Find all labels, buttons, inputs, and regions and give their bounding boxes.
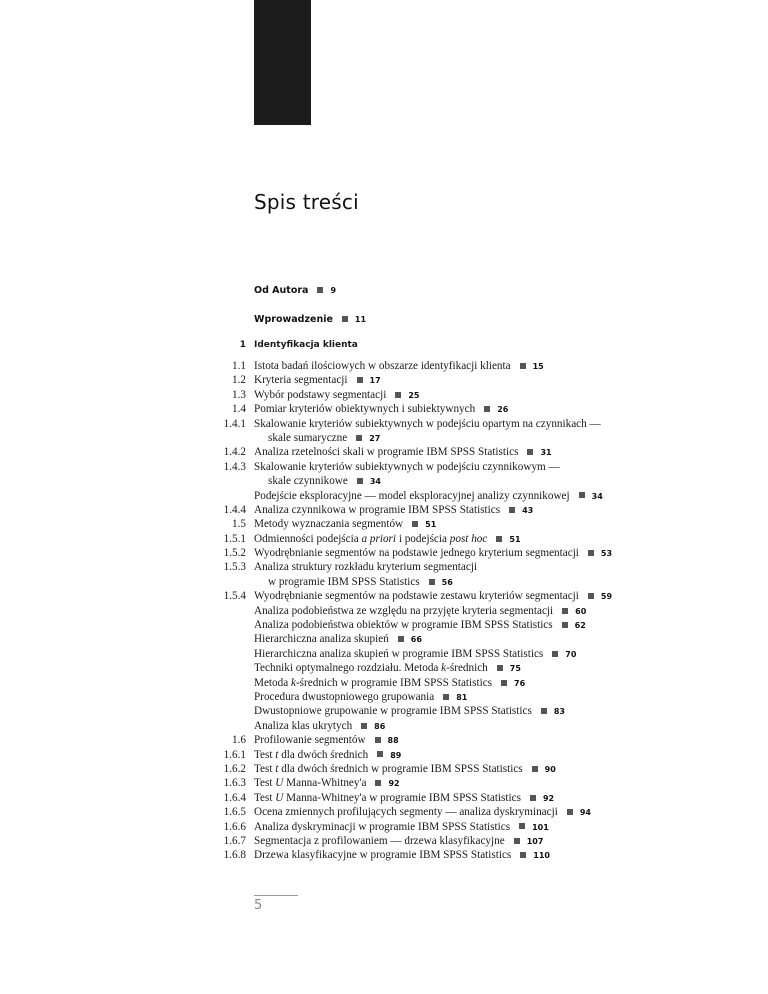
toc-entry-title [254,733,399,748]
toc-entry-number: 1.4.2 [223,446,246,459]
toc-entry-title [254,748,401,763]
toc-entry [0,848,768,862]
toc-entry-page: 17 [369,376,381,386]
toc-entry-title-part: Ocena zmiennych profilujących segmenty — analiza dyskryminacji [254,806,558,819]
square-bullet-icon [484,406,490,412]
toc-entry-page: 25 [408,390,420,400]
toc-entry-page: 51 [425,520,437,530]
toc-entry [0,704,768,718]
toc-entry-page: 34 [369,477,381,487]
square-bullet-icon [377,751,383,757]
toc-entry-page: 56 [441,577,453,587]
toc-entry-number: 1.6.1 [223,748,246,761]
toc-entry [0,546,768,560]
square-bullet-icon [501,680,507,686]
toc-entry-title-part: t [275,748,279,761]
toc-entry-page: 27 [369,433,381,443]
square-bullet-icon [429,579,435,585]
toc-entry-title-part: Analiza rzetelności skali w programie IBM SPSS Statistics [254,446,519,459]
toc-entry-page: 81 [456,692,468,702]
toc-entry-page: 43 [522,505,534,515]
toc-entry-number: 1.6.6 [223,820,246,833]
toc-entry-number: 1.6.7 [223,834,246,847]
toc-entry [0,690,768,704]
toc-entry [0,762,768,776]
toc-entry-title [254,719,385,734]
toc-entry-title-part: dla dwóch średnich w programie IBM SPSS Statistics [278,762,523,775]
toc-entry [0,748,768,762]
square-bullet-icon [357,478,363,484]
page-title: Spis treści [254,190,359,214]
toc-entry [0,517,768,531]
square-bullet-icon [588,593,594,599]
square-bullet-icon [514,838,520,844]
toc-entry-title-part: Segmentacja z profilowaniem — drzewa klasyfikacyjne [254,834,505,847]
toc-entry-title [254,460,560,474]
toc-entry-page: 53 [600,549,613,559]
square-bullet-icon [356,435,362,441]
toc-entry-title-part: Drzewa klasyfikacyjne w programie IBM SPSS Statistics [254,849,512,862]
square-bullet-icon [443,694,449,700]
toc-entry-title-part: skale sumaryczne [268,431,348,444]
toc-entry-title [268,431,380,446]
toc-entry [0,647,768,661]
square-bullet-icon [532,766,538,772]
toc-entry [0,359,768,373]
toc-entry-title [254,445,552,460]
toc-entry [0,373,768,387]
toc-entry [0,733,768,747]
toc-entry-number: 1.4.1 [223,417,246,430]
toc-entry-title [254,517,436,532]
toc-entry-title [254,848,550,863]
toc-entry-number: 1.4.3 [223,460,246,473]
toc-entry [0,445,768,459]
toc-entry-number: 1.5 [232,518,246,531]
toc-entry-number: 1.6.4 [223,791,246,804]
toc-entry-title-part: Wyodrębnianie segmentów na podstawie jednego kryterium segmentacji [254,547,579,560]
toc-entry-title [254,632,422,647]
toc-entry-number: 1.6 [232,734,246,747]
toc-entry-number: 1.5.2 [223,547,246,560]
toc-entry [0,489,768,503]
toc-entry-title [254,820,549,835]
toc-entry-title-part: Analiza struktury rozkładu kryterium segmentacji [254,561,478,574]
toc-entry-title [254,834,543,849]
toc-entry [0,460,768,474]
toc-entry-number: 1.5.1 [223,532,246,545]
toc-entry-page: 70 [565,649,577,659]
toc-entry-title-part: Profilowanie segmentów [254,734,366,747]
page-number: 5 [254,898,263,913]
toc-entry-title-part: Analiza czynnikowa w programie IBM SPSS Statistics [254,503,501,516]
toc-entry-title: Od Autora [254,285,309,296]
toc-entry-title-part: a priori [361,532,397,545]
toc-entry-title [254,604,586,619]
toc-entry-title-part: t [275,762,279,775]
toc-entry-title [254,661,521,676]
toc-entry-title-part: k [441,662,447,675]
square-bullet-icon [552,651,558,657]
toc-entry-title-part: -średnich w programie IBM SPSS Statistics [295,676,493,689]
toc-entry-title [254,388,419,403]
toc-entry-title [254,546,612,561]
toc-entry-number: 1.5.3 [223,561,246,574]
toc-entry-title [254,489,603,504]
square-bullet-icon [361,723,367,729]
square-bullet-icon [497,665,503,671]
toc-entry-title-part: Manna-Whitney'a [283,777,367,790]
toc-entry-page: 88 [387,736,399,746]
toc-entry-title-part: Kryteria segmentacji [254,374,348,387]
toc-entry-title-part: Wybór podstawy segmentacji [254,388,387,401]
square-bullet-icon [375,780,381,786]
square-bullet-icon [496,536,502,542]
toc-entry-title-part: Manna-Whitney'a w programie IBM SPSS Statistics [283,791,521,804]
square-bullet-icon [395,392,401,398]
toc-entry-page: 86 [374,721,386,731]
toc-entry [0,560,768,574]
toc-entry-title [254,618,586,633]
toc-entry-number: 1.6.5 [223,806,246,819]
toc-entry-title-part: post hoc [449,532,488,545]
square-bullet-icon [567,809,573,815]
toc-entry-title-part: Analiza podobieństwa ze względu na przyjęte kryteria segmentacji [254,604,554,617]
toc-entry-title [254,704,565,719]
toc-entry-title [254,791,554,806]
square-bullet-icon [520,852,526,858]
toc-entry-page: 66 [410,635,422,645]
toc-entry-page: 76 [514,678,526,688]
toc-entry-page: 75 [509,664,521,674]
toc-entry-continuation [0,575,768,589]
toc-entry [0,589,768,603]
toc-entry-title-part: w programie IBM SPSS Statistics [268,575,420,588]
toc-entry [0,791,768,805]
toc-entry-title-part: Podejście eksploracyjne — model eksploracyjnej analizy czynnikowej [254,489,570,502]
toc-entry-title [254,373,381,388]
toc-entry-title [254,776,400,791]
toc-entry-number: 1.6.3 [223,777,246,790]
toc-entry-number: 1.1 [232,360,246,372]
toc-entry-title-part: -średnich [446,662,488,675]
square-bullet-icon [375,737,381,743]
toc-entry [0,820,768,834]
toc-entry-title [268,474,381,489]
footer-rule [254,895,298,896]
toc-entry-title-part: Techniki optymalnego rozdziału. Metoda [254,662,442,675]
toc-entry [0,834,768,848]
chapter-number: 1 [239,340,246,350]
toc-entry-title-part: dla dwóch średnich [278,748,369,761]
toc-entry [0,388,768,402]
toc-entry-number: 1.4.4 [223,503,246,516]
square-bullet-icon [519,823,525,829]
toc-entry-title [268,575,453,590]
toc-entry [0,503,768,517]
square-bullet-icon [527,449,533,455]
toc-entry-title-part: Test [254,777,276,790]
toc-entry [0,661,768,675]
toc-entry-page: 60 [575,606,587,616]
square-bullet-icon [317,287,323,293]
toc-entry-number: 1.6.8 [223,849,246,862]
square-bullet-icon [562,622,568,628]
square-bullet-icon [509,507,515,513]
toc-entry-title-part: Test [254,748,276,761]
toc-entry-title-part: Istota badań ilościowych w obszarze identyfikacji klienta [254,360,511,372]
toc-entry [0,417,768,431]
toc-entry-page: 101 [532,822,549,832]
toc-entry-title-part: Odmienności podejścia [254,532,362,545]
toc-entry-list [0,359,768,863]
toc-entry-page: 34 [591,491,603,501]
toc-entry-page: 51 [509,534,521,544]
toc-entry-page: 89 [390,750,402,760]
toc-entry-title [254,503,533,518]
toc-entry [0,676,768,690]
square-bullet-icon [412,521,418,527]
toc-entry [0,604,768,618]
toc-entry [0,805,768,819]
toc-entry [0,532,768,546]
toc-entry-title [254,417,601,431]
toc-entry [0,402,768,416]
toc-front-entry [254,314,366,325]
toc-entry-title [254,805,591,820]
square-bullet-icon [562,608,568,614]
toc-entry-title-part: i podejścia [396,532,450,545]
toc-entry-page: 92 [388,779,400,789]
chapter-heading [0,340,768,352]
toc-entry-continuation [0,474,768,488]
square-bullet-icon [398,636,404,642]
toc-entry-title [254,402,508,417]
toc-entry-number: 1.5.4 [223,590,246,603]
toc-entry [0,719,768,733]
toc-entry-title: Wprowadzenie [254,314,333,325]
toc-entry-page: 110 [533,851,550,861]
square-bullet-icon [579,492,585,498]
toc-entry-page: 90 [544,764,556,774]
toc-entry [0,776,768,790]
toc-entry-title-part: Metoda [254,676,291,689]
toc-entry-number: 1.2 [232,374,246,387]
toc-entry-page: 31 [540,448,552,458]
toc-entry-title-part: Analiza podobieństwa obiektów w programie IBM SPSS Statistics [254,619,553,632]
toc-entry-title-part: Dwustopniowe grupowanie w programie IBM SPSS Statistics [254,705,532,718]
toc-entry-number: 1.4 [232,403,246,416]
toc-entry-title-part: Hierarchiczna analiza skupień w programie IBM SPSS Statistics [254,647,544,660]
toc-entry-title-part: Procedura dwustopniowego grupowania [254,690,435,703]
toc-entry-title-part: skale czynnikowe [268,475,348,488]
toc-entry-title [254,762,556,777]
toc-entry-title [254,532,521,547]
toc-entry-title-part: Test [254,791,276,804]
toc-entry-title [254,560,477,574]
chapter-title: Identyfikacja klienta [254,340,358,350]
toc-front-entry [254,285,336,296]
toc-entry-title [254,589,612,604]
toc-entry-title [254,647,576,662]
toc-entry-title-part: U [275,791,284,804]
toc-entry-title-part: Metody wyznaczania segmentów [254,518,404,531]
square-bullet-icon [342,316,348,322]
toc-entry-page: 59 [600,592,613,602]
toc-entry-page: 62 [574,621,586,631]
toc-entry-title [254,676,525,691]
toc-entry-title-part: Hierarchiczna analiza skupień [254,633,389,646]
toc-entry-title-part: Skalowanie kryteriów subiektywnych w podejściu czynnikowym — [254,460,560,473]
toc-entry-page: 92 [542,793,555,803]
toc-entry-number: 1.3 [232,388,246,401]
toc-entry-title [254,690,467,705]
toc-entry-page: 26 [497,405,509,415]
toc-entry-title-part: Analiza klas ukrytych [254,719,353,732]
toc-entry-title-part: Test [254,762,276,775]
square-bullet-icon [530,795,536,801]
toc-entry-page: 83 [553,707,565,717]
toc-entry-title [254,359,544,374]
square-bullet-icon [541,708,547,714]
square-bullet-icon [588,550,594,556]
square-bullet-icon [520,363,526,369]
toc-entry-title-part: Wyodrębnianie segmentów na podstawie zestawu kryteriów segmentacji [254,590,579,603]
toc-entry-page: 107 [526,836,544,846]
toc-entry-page: 9 [330,286,337,295]
toc-entry-page: 15 [532,362,544,371]
toc-entry-page: 94 [579,808,591,818]
toc-entry-title-part: Pomiar kryteriów obiektywnych i subiektywnych [254,403,476,416]
toc-entry-title-part: Analiza dyskryminacji w programie IBM SPSS Statistics [254,820,511,833]
toc-entry-title-part: k [290,676,296,689]
square-bullet-icon [357,377,363,383]
toc-entry [0,618,768,632]
toc-entry-title-part: Skalowanie kryteriów subiektywnych w podejściu opartym na czynnikach — [254,417,601,430]
toc-entry-continuation [0,431,768,445]
toc-entry [0,632,768,646]
toc-entry-page: 11 [354,315,367,324]
toc-entry-number: 1.6.2 [223,762,246,775]
toc-entry-title-part: U [275,777,284,790]
chapter-tab-block [254,0,311,125]
